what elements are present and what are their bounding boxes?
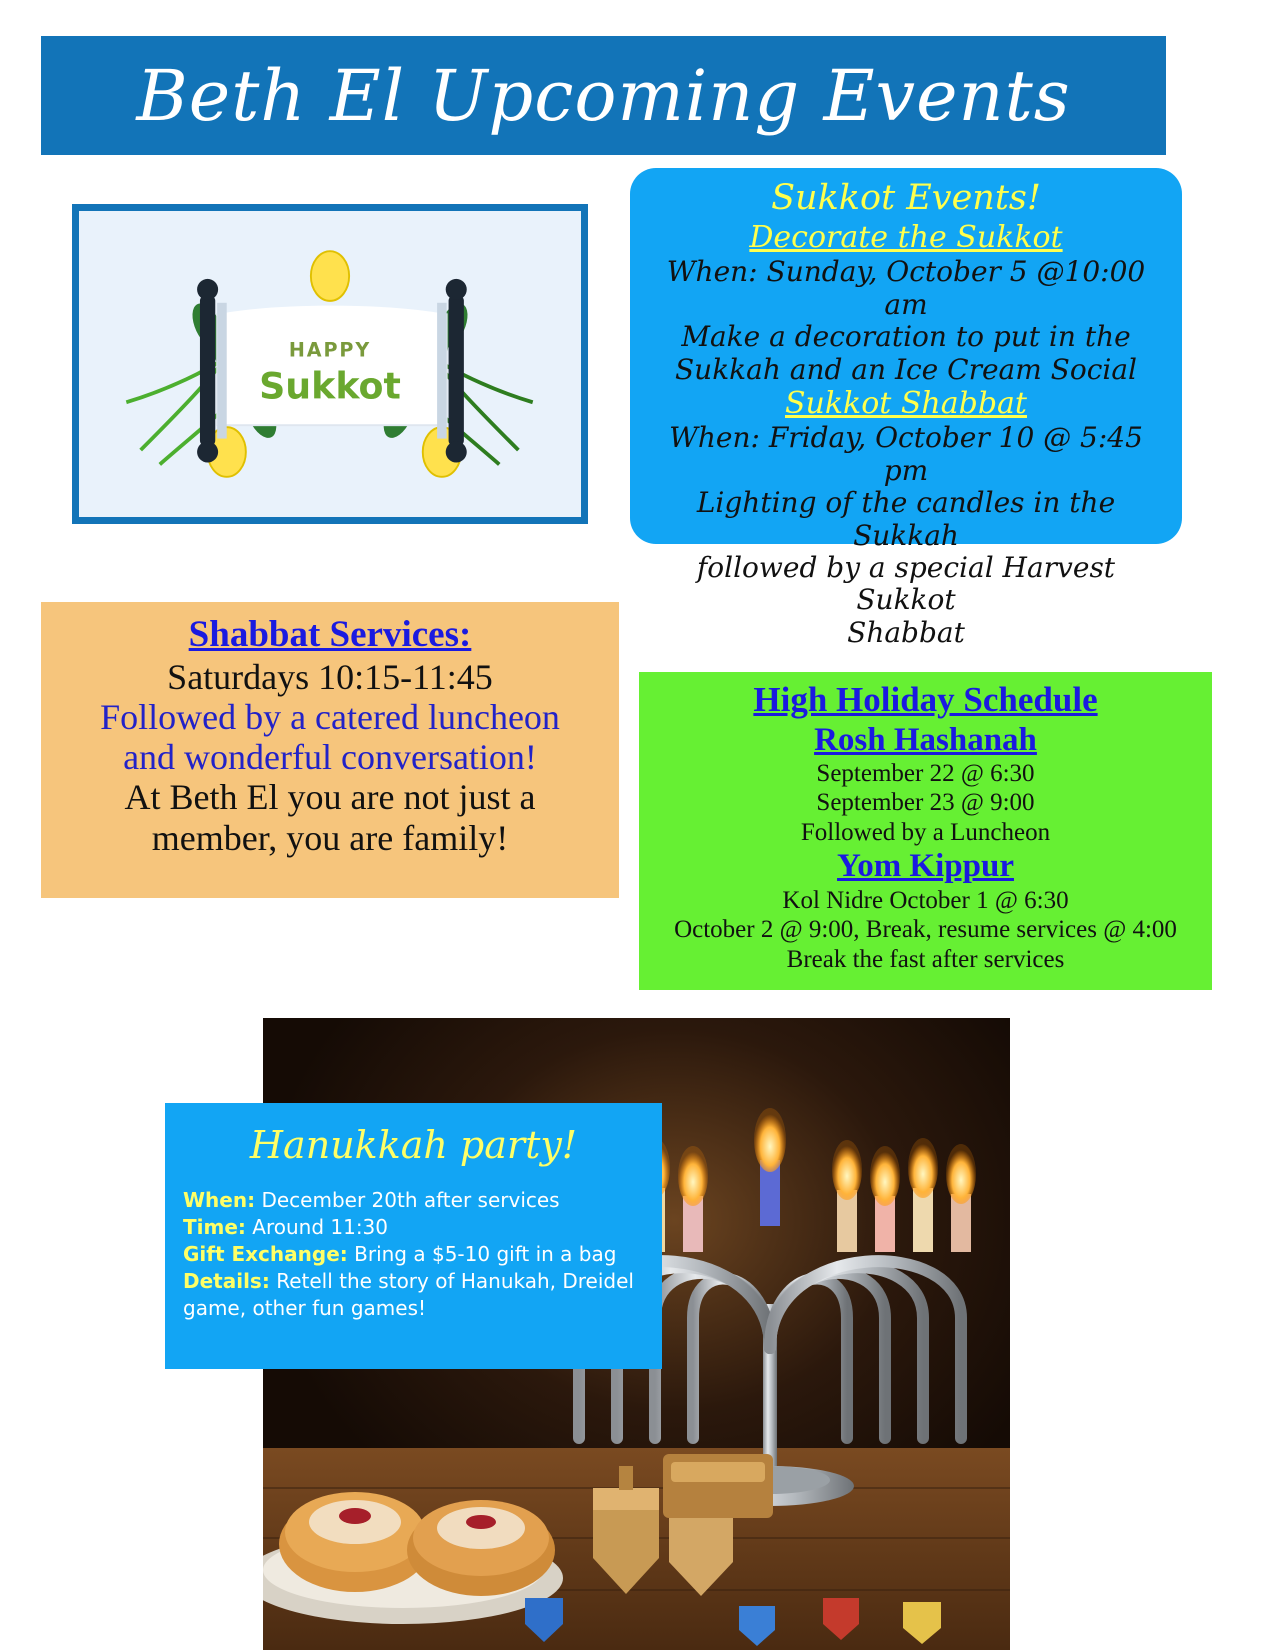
- shabbat-services-title: Shabbat Services:: [188, 614, 472, 655]
- hanukkah-detail-when-label: When:: [183, 1187, 256, 1212]
- shabbat-services-line1: Saturdays 10:15-11:45: [167, 656, 493, 697]
- sukkot-event2-desc-line1: Lighting of the candles in the Sukkah: [696, 486, 1116, 552]
- shabbat-services-line3: and wonderful conversation!: [123, 737, 537, 778]
- sukkot-events-card: [630, 168, 1182, 649]
- sukkot-event1-desc-line1: Make a decoration to put in the: [681, 320, 1131, 354]
- sukkot-events-title: Sukkot Events!: [771, 178, 1041, 218]
- rosh-hashanah-line-3: Followed by a Luncheon: [800, 818, 1051, 846]
- sukkot-event2-when: When: Friday, October 10 @ 5:45 pm: [669, 421, 1143, 487]
- sukkot-event1-desc-line2: Sukkah and an Ice Cream Social: [674, 352, 1137, 386]
- sukkot-event2-name: Sukkot Shabbat: [785, 386, 1027, 422]
- hanukkah-detail-when-value: December 20th after services: [261, 1187, 560, 1212]
- sukkot-event1-when: When: Sunday, October 5 @10:00 am: [666, 255, 1146, 321]
- hanukkah-detail-details: [183, 1268, 644, 1322]
- hanukkah-detail-time-label: Time:: [183, 1214, 246, 1239]
- shabbat-services-line4: At Beth El you are not just a: [124, 777, 536, 818]
- sukkot-event1-name: Decorate the Sukkot: [749, 220, 1063, 256]
- sukkot-event2-desc-line2: followed by a special Harvest Sukkot: [696, 551, 1116, 617]
- hanukkah-party-title: Hanukkah party!: [249, 1123, 578, 1167]
- page-title: Beth El Upcoming Events: [136, 54, 1071, 137]
- hanukkah-detail-details-label: Details:: [183, 1268, 270, 1293]
- sukkot-illustration: [72, 204, 588, 524]
- svg-text:Sukkot: Sukkot: [259, 364, 401, 408]
- hanukkah-detail-time: [183, 1214, 644, 1241]
- sukkot-event2-desc-line3: Shabbat: [847, 615, 965, 649]
- svg-text:HAPPY: HAPPY: [288, 338, 372, 362]
- hanukkah-detail-time-value: Around 11:30: [252, 1214, 389, 1239]
- yom-kippur-heading: Yom Kippur: [837, 848, 1014, 885]
- page-header-banner: [41, 36, 1166, 155]
- high-holiday-title: High Holiday Schedule: [753, 680, 1098, 719]
- high-holiday-schedule-card: [639, 672, 1212, 990]
- rosh-hashanah-line-1: September 22 @ 6:30: [816, 759, 1035, 787]
- shabbat-services-line5: member, you are family!: [151, 817, 509, 858]
- rosh-hashanah-heading: Rosh Hashanah: [814, 721, 1037, 758]
- hanukkah-detail-when: [183, 1187, 644, 1214]
- shabbat-services-card: [41, 602, 619, 898]
- yom-kippur-line-1: Kol Nidre October 1 @ 6:30: [782, 886, 1069, 914]
- hanukkah-party-card: [165, 1103, 662, 1369]
- hanukkah-detail-gift-value: Bring a $5-10 gift in a bag: [354, 1241, 617, 1266]
- shabbat-services-line2: Followed by a catered luncheon: [100, 696, 560, 737]
- hanukkah-detail-details-value: Retell the story of Hanukah, Dreidel game, other fun games!: [183, 1268, 634, 1320]
- yom-kippur-line-3: Break the fast after services: [786, 945, 1065, 973]
- hanukkah-detail-gift-exchange: [183, 1241, 644, 1268]
- rosh-hashanah-line-2: September 23 @ 9:00: [816, 789, 1035, 817]
- yom-kippur-line-2: October 2 @ 9:00, Break, resume services @ 4:00: [674, 916, 1177, 944]
- sukkot-image-graphic: [79, 211, 581, 517]
- hanukkah-detail-gift-label: Gift Exchange:: [183, 1241, 348, 1266]
